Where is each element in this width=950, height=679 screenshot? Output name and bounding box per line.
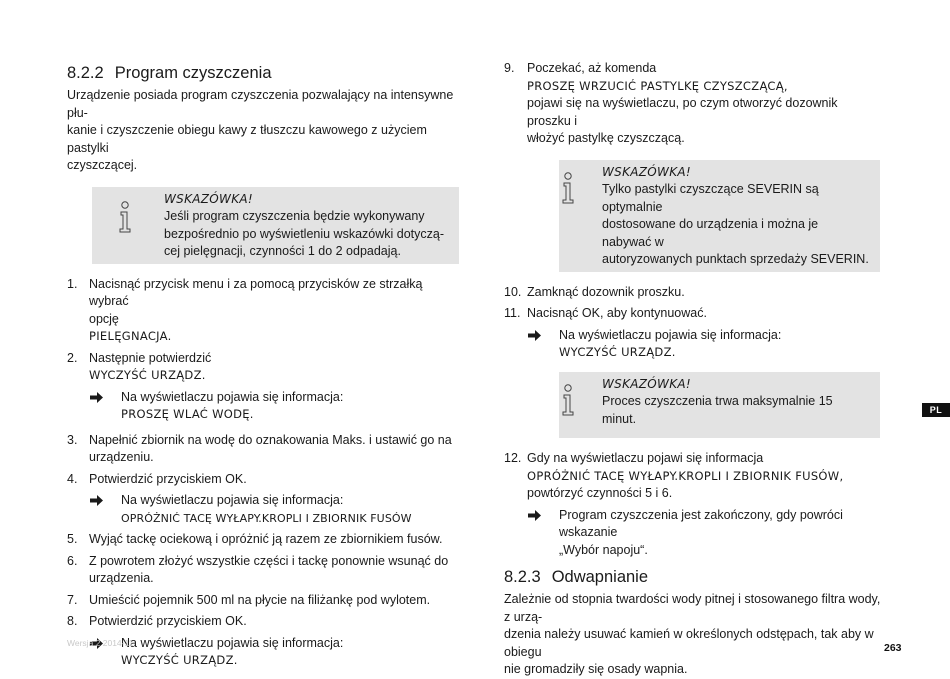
step-result (89, 492, 459, 527)
note-box (92, 187, 459, 264)
paragraph-line: Zależnie od stopnia twardości wody pitnej i stosowanego filtra wody, z urzą- (504, 592, 881, 624)
result-text: Na wyświetlaczu pojawia się informacja: (121, 493, 344, 507)
note-line: Tylko pastylki czyszczące SEVERIN są optymalnie (602, 182, 819, 214)
step-item (67, 471, 459, 528)
display-message: OPRÓŻNIĆ TACĘ WYŁAPY.KROPLI I ZBIORNIK FUSÓW (121, 511, 412, 525)
intro-paragraph (67, 87, 459, 175)
arrow-right-icon (90, 495, 103, 506)
right-column (504, 60, 882, 679)
display-message: WYCZYŚĆ URZĄDZ. (559, 345, 676, 359)
result-text: „Wybór napoju“. (559, 542, 648, 557)
step-text: urządzeniu. (89, 450, 154, 464)
step-text: urządzenia. (89, 571, 154, 585)
step-number: 4. (67, 471, 78, 486)
page-number: 263 (884, 642, 902, 654)
step-item (504, 284, 882, 302)
step-number: 2. (67, 350, 78, 365)
step-text: Umieścić pojemnik 500 ml na płycie na filiżankę pod wylotem. (89, 592, 431, 607)
note-box (559, 160, 880, 272)
step-item (504, 450, 882, 559)
step-text: Potwierdzić przyciskiem OK. (89, 471, 247, 486)
step-number: 5. (67, 532, 78, 546)
note-box (559, 372, 880, 439)
step-item (504, 60, 882, 148)
paragraph-line: nie gromadziły się osady wapnia. (504, 662, 688, 676)
arrow-right-icon (528, 510, 541, 521)
display-message: WYCZYŚĆ URZĄDZ. (121, 653, 238, 667)
note-line: cej pielęgnacji, czynności 1 do 2 odpadają. (164, 244, 401, 258)
step-text: powtórzyć czynności 5 i 6. (527, 486, 673, 500)
intro-line: czyszczącej. (67, 158, 138, 172)
arrow-right-icon (90, 392, 103, 403)
display-message: WYCZYŚĆ URZĄDZ. (89, 368, 206, 382)
note-line: Jeśli program czyszczenia będzie wykonywany (164, 209, 425, 223)
steps-list-continued (504, 60, 882, 148)
step-text: Następnie potwierdzić (89, 350, 212, 365)
steps-list-continued (504, 450, 882, 559)
step-text: opcję (89, 311, 119, 326)
note-line: autoryzowanych punktach sprzedaży SEVERIN. (602, 252, 869, 266)
footer-version: Wersja 2 2014-11 (67, 638, 134, 648)
step-text: włożyć pastylkę czyszczącą. (527, 131, 685, 145)
step-result (527, 507, 882, 560)
step-text: pojawi się na wyświetlaczu, po czym otworzyć dozownik proszku i (527, 96, 838, 128)
step-item (67, 432, 459, 467)
step-number: 1. (67, 276, 78, 291)
note-line: dostosowane do urządzenia i można je nabywać w (602, 217, 819, 249)
step-item (67, 276, 459, 346)
step-number: 7. (67, 592, 78, 607)
result-text: Na wyświetlaczu pojawia się informacja: (559, 327, 782, 342)
info-icon (559, 384, 577, 418)
note-title: WSKAZÓWKA! (602, 164, 691, 179)
result-text: Na wyświetlaczu pojawia się informacja: (121, 389, 344, 404)
step-result (89, 635, 459, 670)
note-title: WSKAZÓWKA! (164, 191, 253, 206)
paragraph-line: dzenia należy usuwać kamień w określonych odstępach, tak aby w obiegu (504, 627, 874, 659)
step-text: Nacisnąć OK, aby kontynuować. (527, 306, 707, 320)
step-item (67, 531, 459, 549)
section-heading-descaling (504, 567, 882, 587)
step-number: 8. (67, 614, 78, 628)
step-item (67, 592, 459, 610)
step-text: Wyjąć tackę ociekową i opróżnić ją razem ze zbiornikiem fusów. (89, 532, 443, 546)
step-item (67, 350, 459, 424)
step-text: Zamknąć dozownik proszku. (527, 284, 685, 299)
display-message: PROSZĘ WRZUCIĆ PASTYLKĘ CZYSZCZĄCĄ, (527, 78, 788, 93)
steps-list (67, 276, 459, 670)
step-item (504, 305, 882, 362)
section-number: 8.2.3 (504, 568, 541, 586)
arrow-right-icon (528, 330, 541, 341)
intro-line: Urządzenie posiada program czyszczenia pozwalający na intensywne płu- (67, 88, 454, 120)
step-item (67, 553, 459, 588)
step-number: 12. (504, 451, 522, 465)
step-text: Napełnić zbiornik na wodę do oznakowania Maks. i ustawić go na (89, 432, 452, 447)
step-number: 11. (504, 306, 521, 320)
language-tab: PL (922, 403, 950, 417)
section-title: Odwapnianie (551, 568, 649, 586)
step-text: Nacisnąć przycisk menu i za pomocą przycisków ze strzałką wybrać (89, 276, 423, 308)
result-text: Na wyświetlaczu pojawia się informacja: (121, 635, 344, 650)
display-message: PIELĘGNACJA. (89, 329, 172, 343)
step-text: Poczekać, aż komenda (527, 61, 657, 75)
step-number: 9. (504, 61, 515, 75)
section-title: Program czyszczenia (114, 64, 272, 82)
note-line: bezpośrednio po wyświetleniu wskazówki dotyczą- (164, 226, 444, 241)
display-message: PROSZĘ WLAĆ WODĘ. (121, 407, 254, 421)
info-icon (116, 201, 134, 235)
display-message: OPRÓŻNIĆ TACĘ WYŁAPY.KROPLI I ZBIORNIK FUSÓW, (527, 468, 844, 483)
intro-line: kanie i czyszczenie obiegu kawy z tłuszczu kawowego z użyciem pastylki (67, 123, 427, 155)
info-icon (559, 172, 577, 206)
steps-list-continued (504, 284, 882, 362)
step-result (89, 389, 459, 424)
step-text: Potwierdzić przyciskiem OK. (89, 614, 247, 628)
note-line: Proces czyszczenia trwa maksymalnie 15 minut. (602, 394, 833, 426)
step-number: 6. (67, 553, 78, 568)
step-number: 10. (504, 284, 522, 299)
section-heading-cleaning (67, 63, 459, 83)
step-text: Z powrotem złożyć wszystkie części i tackę ponownie wsunąć do (89, 553, 449, 568)
note-title: WSKAZÓWKA! (602, 376, 691, 391)
step-number: 3. (67, 432, 78, 447)
descaling-paragraph (504, 591, 882, 679)
left-column (67, 60, 459, 674)
section-number: 8.2.2 (67, 64, 104, 82)
result-text: Program czyszczenia jest zakończony, gdy powróci wskazanie (559, 507, 843, 539)
step-result (527, 327, 882, 362)
step-text: Gdy na wyświetlaczu pojawi się informacja (527, 451, 764, 465)
